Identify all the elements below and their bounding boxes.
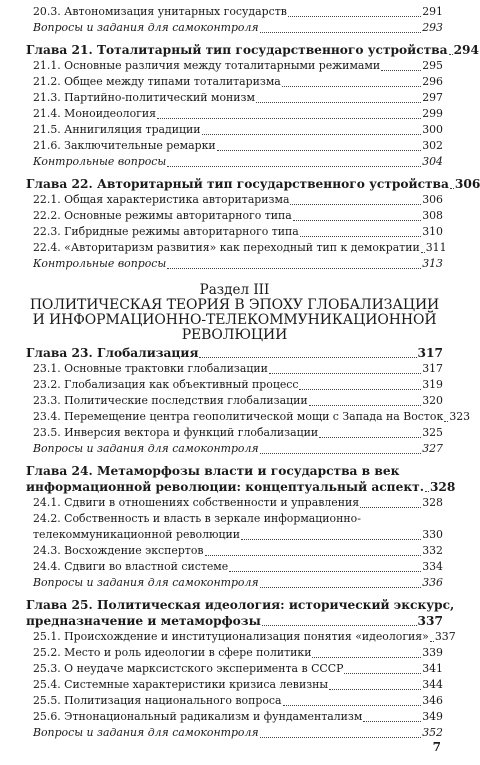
toc-entry[interactable] — [26, 74, 443, 90]
toc-entry-page: 308 — [422, 209, 443, 222]
toc-entry[interactable] — [26, 393, 443, 409]
toc-entry[interactable] — [26, 106, 443, 122]
chapter-title-line-1: Глава 25. Политическая идеология: исторический экскурс, — [26, 598, 455, 612]
toc-entry-text: 24.3. Восхождение экспертов — [33, 544, 204, 557]
toc-questions-entry[interactable] — [26, 154, 443, 170]
dot-leader — [260, 453, 422, 454]
dot-leader — [293, 220, 421, 221]
toc-entry-text: 25.6. Этнонациональный радикализм и фундаментализм — [33, 710, 363, 723]
toc-entry[interactable] — [26, 645, 443, 661]
dot-leader — [157, 118, 421, 119]
toc-entry[interactable] — [26, 693, 443, 709]
toc-entry-text: 23.5. Инверсия вектора и функций глобализации — [33, 426, 319, 439]
toc-entry-page: 317 — [422, 362, 443, 375]
toc-entry-text: 23.3. Политические последствия глобализации — [33, 394, 308, 407]
toc-questions-entry[interactable] — [26, 575, 443, 591]
chapter-title-line-2: информационной революции: концептуальный аспект. — [26, 480, 424, 494]
toc-entry[interactable] — [26, 511, 443, 543]
dot-leader — [167, 268, 421, 269]
dot-leader — [319, 437, 421, 438]
toc-entry-page: 320 — [422, 394, 443, 407]
chapter-24-heading[interactable] — [26, 463, 456, 495]
dot-leader — [256, 102, 421, 103]
toc-entry-page: 304 — [422, 155, 443, 168]
toc-entry-page: 293 — [422, 21, 443, 34]
dot-leader — [299, 389, 421, 390]
chapter-page: 328 — [429, 480, 456, 494]
dot-leader — [309, 405, 422, 406]
toc-entry-text: Вопросы и задания для самоконтроля — [33, 576, 259, 589]
dot-leader — [217, 150, 422, 151]
dot-leader — [202, 134, 422, 135]
toc-entry-page: 302 — [422, 139, 443, 152]
toc-entry-text-line-2: телекоммуникационной революции — [33, 528, 241, 541]
chapter-24-entries-after — [26, 543, 443, 591]
section-title-line-1: ПОЛИТИЧЕСКАЯ ТЕОРИЯ В ЭПОХУ ГЛОБАЛИЗАЦИИ — [29, 297, 440, 313]
section-title-line-3: РЕВОЛЮЦИИ — [181, 327, 288, 343]
dot-leader — [344, 673, 421, 674]
toc-entry-page: 313 — [422, 257, 443, 270]
chapter-page: 306 — [454, 177, 480, 191]
chapter-24-entries — [26, 495, 443, 511]
toc-questions-entry[interactable] — [26, 441, 443, 457]
chapter-23-heading[interactable] — [26, 345, 443, 361]
chapter-25-entries — [26, 629, 456, 741]
toc-entry-page: 334 — [422, 560, 443, 573]
dot-leader — [360, 507, 421, 508]
chapter-21-heading[interactable] — [26, 42, 480, 58]
toc-entry-page: 339 — [422, 646, 443, 659]
table-of-contents — [26, 4, 480, 741]
dot-leader — [229, 571, 421, 572]
dot-leader — [300, 236, 421, 237]
toc-entry-text: 24.4. Сдвиги во властной системе — [33, 560, 229, 573]
toc-entry[interactable] — [26, 677, 443, 693]
chapter-title-line-2: предназначение и метаморфозы — [26, 614, 261, 628]
toc-entry-text: 22.3. Гибридные режимы авторитарного типа — [33, 225, 299, 238]
toc-entry-text: 25.3. О неудаче марксистского эксперимента в СССР — [33, 662, 344, 675]
dot-leader — [449, 54, 453, 55]
toc-entry[interactable] — [26, 709, 443, 725]
chapter-page: 337 — [417, 614, 443, 628]
dot-leader — [288, 16, 421, 17]
toc-entry-text: 25.2. Место и роль идеологии в сфере политики — [33, 646, 312, 659]
chapter-title-line-1: Глава 24. Метаморфозы власти и государства в век — [26, 464, 400, 478]
toc-entry-text: 21.2. Общее между типами тоталитаризма — [33, 75, 281, 88]
toc-questions-entry[interactable] — [26, 725, 443, 741]
toc-entry-text: 21.3. Партийно-политический монизм — [33, 91, 255, 104]
toc-entry[interactable] — [26, 192, 443, 208]
toc-entry-text: 25.4. Системные характеристики кризиса левизны — [33, 678, 329, 691]
chapter-21-entries — [26, 58, 443, 170]
dot-leader — [425, 491, 429, 492]
toc-entry-page: 325 — [422, 426, 443, 439]
toc-entry-page: 352 — [422, 726, 443, 739]
toc-entry-page: 306 — [422, 193, 443, 206]
section-heading — [26, 282, 443, 343]
chapter-title: Глава 22. Авторитарный тип государственного устройства — [26, 177, 449, 191]
dot-leader — [241, 539, 421, 540]
dot-leader — [282, 86, 421, 87]
toc-entry-text: 22.4. «Авторитаризм развития» как переходный тип к демократии — [33, 241, 420, 254]
dot-leader — [260, 587, 422, 588]
toc-entry[interactable] — [26, 138, 443, 154]
dot-leader — [421, 252, 425, 253]
toc-entry[interactable] — [26, 4, 443, 20]
toc-entry[interactable] — [26, 629, 456, 645]
toc-entry-text: Контрольные вопросы — [33, 257, 167, 270]
section-title-line-2: И ИНФОРМАЦИОННО-ТЕЛЕКОММУНИКАЦИОННОЙ — [32, 312, 437, 328]
toc-entry-page: 327 — [422, 442, 443, 455]
dot-leader — [269, 373, 421, 374]
toc-entry-page: 291 — [422, 5, 443, 18]
toc-entry-text: Вопросы и задания для самоконтроля — [33, 21, 259, 34]
toc-entry[interactable] — [26, 90, 443, 106]
dot-leader — [444, 421, 448, 422]
toc-entry-text: 21.4. Моноидеология — [33, 107, 156, 120]
toc-entry-page: 300 — [422, 123, 443, 136]
toc-entry-text: 25.5. Политизация национального вопроса — [33, 694, 282, 707]
page-number: 7 — [432, 740, 441, 754]
toc-entry[interactable] — [26, 377, 443, 393]
toc-entry-text: 21.6. Заключительные ремарки — [33, 139, 216, 152]
dot-leader — [430, 641, 434, 642]
dot-leader — [167, 166, 421, 167]
chapter-page: 317 — [417, 346, 443, 360]
toc-entry-page: 299 — [422, 107, 443, 120]
chapter-title: Глава 23. Глобализация — [26, 346, 199, 360]
toc-questions-entry[interactable] — [26, 256, 443, 272]
dot-leader — [329, 689, 421, 690]
dot-leader — [205, 555, 422, 556]
toc-entry-text: 23.2. Глобализация как объективный процесс — [33, 378, 299, 391]
toc-entry-page: 330 — [422, 528, 443, 541]
toc-entry[interactable] — [26, 495, 443, 511]
toc-entry-page: 332 — [422, 544, 443, 557]
toc-entry-page: 295 — [422, 59, 443, 72]
toc-entry-text: Вопросы и задания для самоконтроля — [33, 726, 259, 739]
toc-top-entries — [26, 4, 443, 36]
toc-entry-page: 349 — [422, 710, 443, 723]
toc-entry[interactable] — [26, 224, 443, 240]
toc-entry-text-line-1: 24.2. Собственность и власть в зеркале информационно- — [33, 512, 361, 525]
toc-entry[interactable] — [26, 409, 471, 425]
toc-entry-page: 297 — [422, 91, 443, 104]
toc-entry-page: 296 — [422, 75, 443, 88]
toc-entry-text: 23.4. Перемещение центра геополитической мощи с Запада на Восток — [33, 410, 444, 423]
dot-leader — [381, 70, 421, 71]
dot-leader — [450, 188, 454, 189]
toc-entry-page: 310 — [422, 225, 443, 238]
toc-entry-page: 337 — [434, 630, 456, 643]
toc-entry[interactable] — [26, 559, 443, 575]
toc-entry-text: 20.3. Автономизация унитарных государств — [33, 5, 287, 18]
toc-entry-text: 21.1. Основные различия между тоталитарными режимами — [33, 59, 381, 72]
toc-entry[interactable] — [26, 208, 443, 224]
dot-leader — [283, 705, 422, 706]
toc-entry-page: 328 — [422, 496, 443, 509]
toc-entry[interactable] — [26, 240, 447, 256]
toc-entry-text: 25.1. Происхождение и институционализация понятия «идеология» — [33, 630, 429, 643]
chapter-page: 294 — [453, 43, 480, 57]
toc-entry-page: 346 — [422, 694, 443, 707]
toc-entry-page: 323 — [449, 410, 471, 423]
chapter-23-entries — [26, 361, 471, 457]
toc-entry-page: 336 — [422, 576, 443, 589]
dot-leader — [312, 657, 421, 658]
toc-entry-text: 24.1. Сдвиги в отношениях собственности и управления — [33, 496, 360, 509]
toc-entry[interactable] — [26, 543, 443, 559]
toc-entry[interactable] — [26, 425, 443, 441]
toc-entry-text: 22.1. Общая характеристика авторитаризма — [33, 193, 290, 206]
dot-leader — [363, 721, 421, 722]
chapter-22-entries — [26, 192, 447, 272]
toc-entry-page: 319 — [422, 378, 443, 391]
section-label: Раздел III — [199, 282, 270, 298]
toc-entry-text: 22.2. Основные режимы авторитарного типа — [33, 209, 292, 222]
toc-entry-page: 341 — [422, 662, 443, 675]
chapter-22-heading[interactable] — [26, 176, 480, 192]
dot-leader — [260, 32, 422, 33]
chapter-title: Глава 21. Тоталитарный тип государственного устройства — [26, 43, 448, 57]
toc-entry-text: 21.5. Аннигиляция традиции — [33, 123, 201, 136]
toc-entry-text: Вопросы и задания для самоконтроля — [33, 442, 259, 455]
toc-entry[interactable] — [26, 361, 443, 377]
dot-leader — [262, 625, 417, 626]
toc-entry[interactable] — [26, 58, 443, 74]
toc-entry-page: 344 — [422, 678, 443, 691]
dot-leader — [199, 357, 416, 358]
toc-questions-entry[interactable] — [26, 20, 443, 36]
toc-entry-page: 311 — [425, 241, 447, 254]
dot-leader — [260, 737, 422, 738]
toc-entry[interactable] — [26, 661, 443, 677]
toc-entry[interactable] — [26, 122, 443, 138]
chapter-25-heading[interactable] — [26, 597, 455, 629]
toc-entry-text: 23.1. Основные трактовки глобализации — [33, 362, 268, 375]
dot-leader — [290, 204, 421, 205]
toc-entry-text: Контрольные вопросы — [33, 155, 167, 168]
